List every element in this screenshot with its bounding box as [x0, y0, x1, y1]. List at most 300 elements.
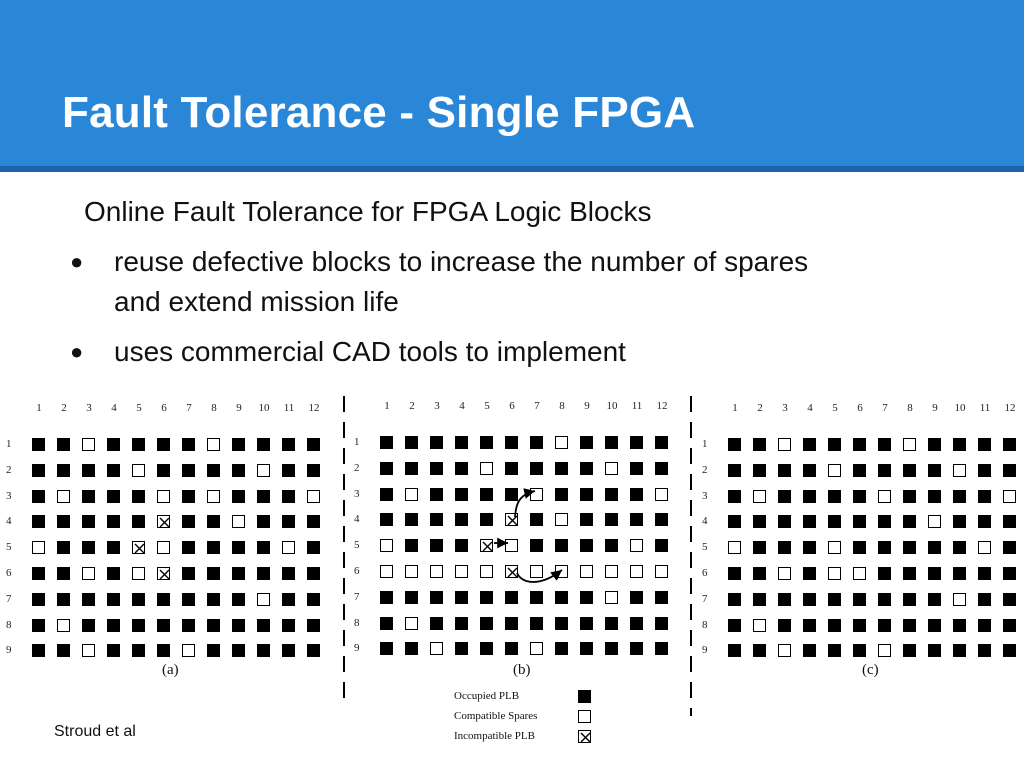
occupied-plb-cell: [828, 490, 841, 503]
occupied-plb-cell: [57, 541, 70, 554]
occupied-plb-cell: [307, 567, 320, 580]
occupied-plb-cell: [455, 539, 468, 552]
column-number: 7: [882, 402, 888, 414]
compatible-spare-cell: [32, 541, 45, 554]
compatible-spare-cell: [257, 593, 270, 606]
occupied-plb-cell: [257, 567, 270, 580]
column-number: 12: [308, 402, 320, 414]
column-number: 9: [236, 402, 242, 414]
compatible-spare-cell: [380, 539, 393, 552]
occupied-plb-cell: [953, 644, 966, 657]
compatible-spare-cell: [928, 515, 941, 528]
compatible-spare-cell: [828, 541, 841, 554]
compatible-spare-cell: [132, 567, 145, 580]
column-number: 7: [534, 400, 540, 412]
occupied-plb-cell: [555, 462, 568, 475]
occupied-plb-cell: [107, 464, 120, 477]
row-number: 9: [354, 642, 360, 655]
occupied-plb-cell: [953, 490, 966, 503]
row-number: 1: [6, 438, 12, 450]
compatible-spare-cell: [405, 617, 418, 630]
incompatible-plb-swatch-icon: [578, 730, 591, 743]
occupied-plb-cell: [430, 591, 443, 604]
legend-label-incompatible: Incompatible PLB: [454, 730, 535, 742]
occupied-plb-cell: [878, 515, 891, 528]
occupied-plb-cell: [32, 593, 45, 606]
column-number: 10: [954, 402, 966, 414]
occupied-plb-cell: [903, 619, 916, 632]
row-number: 2: [6, 463, 12, 476]
occupied-plb-cell: [803, 515, 816, 528]
occupied-plb-cell: [853, 541, 866, 554]
occupied-plb-cell: [728, 567, 741, 580]
row-number: 4: [6, 515, 12, 528]
occupied-plb-cell: [430, 617, 443, 630]
occupied-plb-cell: [605, 436, 618, 449]
compatible-spare-cell: [530, 642, 543, 655]
occupied-plb-cell: [107, 541, 120, 554]
caption-c: (c): [862, 662, 879, 678]
compatible-spare-cell: [57, 490, 70, 503]
compatible-spare-cell: [753, 490, 766, 503]
occupied-plb-cell: [505, 462, 518, 475]
occupied-plb-cell: [405, 462, 418, 475]
occupied-plb-cell: [307, 541, 320, 554]
row-number: 1: [354, 436, 360, 448]
incompatible-plb-cell: [505, 513, 518, 526]
compatible-spare-swatch-icon: [578, 710, 591, 723]
occupied-plb-cell: [182, 438, 195, 451]
occupied-plb-cell: [853, 593, 866, 606]
compatible-spare-cell: [82, 644, 95, 657]
occupied-plb-cell: [57, 644, 70, 657]
occupied-plb-cell: [853, 644, 866, 657]
occupied-plb-cell: [107, 567, 120, 580]
occupied-plb-cell: [1003, 593, 1016, 606]
compatible-spare-cell: [1003, 490, 1016, 503]
occupied-plb-cell: [978, 515, 991, 528]
compatible-spare-cell: [953, 593, 966, 606]
occupied-plb-cell: [828, 438, 841, 451]
occupied-plb-cell: [555, 617, 568, 630]
occupied-plb-cell: [505, 617, 518, 630]
occupied-plb-cell: [380, 642, 393, 655]
occupied-plb-cell: [132, 490, 145, 503]
occupied-plb-cell: [878, 619, 891, 632]
occupied-plb-cell: [778, 515, 791, 528]
occupied-plb-cell: [32, 464, 45, 477]
plb-grid-b: [354, 400, 674, 670]
occupied-plb-cell: [928, 619, 941, 632]
occupied-plb-cell: [803, 490, 816, 503]
occupied-plb-cell: [803, 541, 816, 554]
occupied-plb-cell: [232, 619, 245, 632]
bullet-dot-icon: ●: [70, 249, 84, 274]
compatible-spare-cell: [655, 488, 668, 501]
occupied-plb-cell: [380, 591, 393, 604]
occupied-plb-cell: [480, 617, 493, 630]
compatible-spare-cell: [828, 567, 841, 580]
column-number: 11: [283, 402, 295, 414]
occupied-plb-cell: [803, 438, 816, 451]
occupied-plb-cell: [157, 619, 170, 632]
row-number: 8: [6, 618, 12, 631]
occupied-plb-cell: [32, 644, 45, 657]
compatible-spare-cell: [157, 490, 170, 503]
occupied-plb-cell: [1003, 464, 1016, 477]
occupied-plb-cell: [380, 513, 393, 526]
occupied-plb-cell: [207, 464, 220, 477]
occupied-plb-cell: [728, 593, 741, 606]
occupied-plb-swatch-icon: [578, 690, 591, 703]
compatible-spare-cell: [978, 541, 991, 554]
compatible-spare-cell: [405, 488, 418, 501]
occupied-plb-cell: [728, 490, 741, 503]
occupied-plb-cell: [655, 539, 668, 552]
occupied-plb-cell: [728, 515, 741, 528]
occupied-plb-cell: [257, 541, 270, 554]
occupied-plb-cell: [455, 513, 468, 526]
row-number: 9: [6, 644, 12, 657]
incompatible-plb-cell: [157, 515, 170, 528]
occupied-plb-cell: [182, 619, 195, 632]
occupied-plb-cell: [157, 438, 170, 451]
occupied-plb-cell: [953, 515, 966, 528]
occupied-plb-cell: [405, 642, 418, 655]
occupied-plb-cell: [282, 490, 295, 503]
occupied-plb-cell: [182, 515, 195, 528]
column-number: 5: [832, 402, 838, 414]
compatible-spare-cell: [630, 539, 643, 552]
compatible-spare-cell: [753, 619, 766, 632]
occupied-plb-cell: [257, 619, 270, 632]
column-number: 2: [757, 402, 763, 414]
bullet-dot-icon: ●: [70, 339, 84, 364]
column-number: 8: [907, 402, 913, 414]
occupied-plb-cell: [232, 593, 245, 606]
occupied-plb-cell: [57, 438, 70, 451]
occupied-plb-cell: [107, 644, 120, 657]
row-number: 4: [702, 515, 708, 528]
compatible-spare-cell: [455, 565, 468, 578]
occupied-plb-cell: [630, 617, 643, 630]
occupied-plb-cell: [405, 539, 418, 552]
occupied-plb-cell: [307, 593, 320, 606]
compatible-spare-cell: [778, 567, 791, 580]
incompatible-plb-cell: [480, 539, 493, 552]
occupied-plb-cell: [82, 464, 95, 477]
occupied-plb-cell: [405, 436, 418, 449]
occupied-plb-cell: [82, 593, 95, 606]
occupied-plb-cell: [828, 644, 841, 657]
occupied-plb-cell: [903, 593, 916, 606]
compatible-spare-cell: [903, 438, 916, 451]
occupied-plb-cell: [82, 490, 95, 503]
occupied-plb-cell: [728, 438, 741, 451]
occupied-plb-cell: [630, 488, 643, 501]
occupied-plb-cell: [530, 462, 543, 475]
occupied-plb-cell: [82, 619, 95, 632]
occupied-plb-cell: [182, 490, 195, 503]
occupied-plb-cell: [57, 567, 70, 580]
occupied-plb-cell: [728, 644, 741, 657]
occupied-plb-cell: [978, 593, 991, 606]
occupied-plb-cell: [853, 464, 866, 477]
occupied-plb-cell: [778, 464, 791, 477]
occupied-plb-cell: [232, 464, 245, 477]
occupied-plb-cell: [928, 438, 941, 451]
divider-left: [343, 396, 345, 706]
compatible-spare-cell: [82, 438, 95, 451]
occupied-plb-cell: [480, 436, 493, 449]
incompatible-plb-cell: [132, 541, 145, 554]
occupied-plb-cell: [32, 619, 45, 632]
occupied-plb-cell: [630, 591, 643, 604]
compatible-spare-cell: [630, 565, 643, 578]
occupied-plb-cell: [380, 617, 393, 630]
occupied-plb-cell: [630, 642, 643, 655]
column-number: 8: [559, 400, 565, 412]
occupied-plb-cell: [430, 436, 443, 449]
occupied-plb-cell: [455, 488, 468, 501]
occupied-plb-cell: [903, 644, 916, 657]
occupied-plb-cell: [132, 644, 145, 657]
occupied-plb-cell: [405, 513, 418, 526]
slide-title: Fault Tolerance - Single FPGA: [62, 88, 696, 137]
occupied-plb-cell: [455, 436, 468, 449]
occupied-plb-cell: [107, 490, 120, 503]
occupied-plb-cell: [580, 462, 593, 475]
occupied-plb-cell: [655, 513, 668, 526]
occupied-plb-cell: [903, 490, 916, 503]
occupied-plb-cell: [455, 642, 468, 655]
compatible-spare-cell: [232, 515, 245, 528]
occupied-plb-cell: [655, 436, 668, 449]
occupied-plb-cell: [307, 644, 320, 657]
occupied-plb-cell: [655, 462, 668, 475]
occupied-plb-cell: [480, 513, 493, 526]
source-citation: Stroud et al: [54, 723, 136, 740]
compatible-spare-cell: [580, 565, 593, 578]
occupied-plb-cell: [132, 515, 145, 528]
occupied-plb-cell: [430, 513, 443, 526]
occupied-plb-cell: [753, 438, 766, 451]
divider-right: [690, 396, 692, 716]
occupied-plb-cell: [953, 541, 966, 554]
compatible-spare-cell: [555, 436, 568, 449]
occupied-plb-cell: [207, 541, 220, 554]
compatible-spare-cell: [207, 438, 220, 451]
occupied-plb-cell: [307, 438, 320, 451]
legend-label-occupied: Occupied PLB: [454, 690, 520, 702]
column-number: 1: [732, 402, 738, 414]
occupied-plb-cell: [207, 619, 220, 632]
compatible-spare-cell: [307, 490, 320, 503]
occupied-plb-cell: [1003, 567, 1016, 580]
caption-b: (b): [513, 662, 531, 678]
compatible-spare-cell: [605, 565, 618, 578]
occupied-plb-cell: [580, 539, 593, 552]
occupied-plb-cell: [132, 438, 145, 451]
column-number: 4: [807, 402, 813, 414]
occupied-plb-cell: [555, 539, 568, 552]
row-number: 9: [702, 644, 708, 657]
compatible-spare-cell: [555, 565, 568, 578]
row-number: 3: [6, 489, 12, 502]
occupied-plb-cell: [232, 490, 245, 503]
occupied-plb-cell: [555, 591, 568, 604]
occupied-plb-cell: [803, 619, 816, 632]
occupied-plb-cell: [107, 438, 120, 451]
row-number: 3: [702, 489, 708, 502]
occupied-plb-cell: [753, 464, 766, 477]
occupied-plb-cell: [978, 644, 991, 657]
occupied-plb-cell: [728, 619, 741, 632]
occupied-plb-cell: [405, 591, 418, 604]
occupied-plb-cell: [182, 593, 195, 606]
occupied-plb-cell: [978, 619, 991, 632]
compatible-spare-cell: [257, 464, 270, 477]
occupied-plb-cell: [182, 464, 195, 477]
occupied-plb-cell: [32, 515, 45, 528]
compatible-spare-cell: [778, 644, 791, 657]
occupied-plb-cell: [82, 541, 95, 554]
compatible-spare-cell: [480, 462, 493, 475]
occupied-plb-cell: [753, 541, 766, 554]
occupied-plb-cell: [978, 438, 991, 451]
occupied-plb-cell: [1003, 644, 1016, 657]
occupied-plb-cell: [580, 591, 593, 604]
compatible-spare-cell: [282, 541, 295, 554]
occupied-plb-cell: [57, 593, 70, 606]
row-number: 2: [354, 461, 360, 474]
compatible-spare-cell: [828, 464, 841, 477]
column-number: 6: [161, 402, 167, 414]
occupied-plb-cell: [107, 593, 120, 606]
occupied-plb-cell: [257, 438, 270, 451]
row-number: 5: [354, 539, 360, 552]
occupied-plb-cell: [878, 464, 891, 477]
column-number: 3: [434, 400, 440, 412]
title-bar: [0, 0, 1024, 166]
column-number: 6: [857, 402, 863, 414]
compatible-spare-cell: [953, 464, 966, 477]
occupied-plb-cell: [753, 567, 766, 580]
column-number: 10: [258, 402, 270, 414]
occupied-plb-cell: [605, 642, 618, 655]
occupied-plb-cell: [903, 567, 916, 580]
plb-grid-a: [6, 402, 330, 672]
occupied-plb-cell: [430, 462, 443, 475]
occupied-plb-cell: [82, 515, 95, 528]
column-number: 6: [509, 400, 515, 412]
row-number: 6: [702, 567, 708, 579]
occupied-plb-cell: [530, 513, 543, 526]
occupied-plb-cell: [282, 515, 295, 528]
column-number: 4: [111, 402, 117, 414]
occupied-plb-cell: [655, 591, 668, 604]
column-number: 1: [36, 402, 42, 414]
occupied-plb-cell: [655, 617, 668, 630]
occupied-plb-cell: [903, 464, 916, 477]
occupied-plb-cell: [555, 642, 568, 655]
occupied-plb-cell: [455, 462, 468, 475]
occupied-plb-cell: [953, 567, 966, 580]
occupied-plb-cell: [878, 541, 891, 554]
occupied-plb-cell: [530, 617, 543, 630]
compatible-spare-cell: [505, 539, 518, 552]
column-number: 3: [86, 402, 92, 414]
row-number: 4: [354, 513, 360, 526]
column-number: 11: [979, 402, 991, 414]
occupied-plb-cell: [753, 593, 766, 606]
occupied-plb-cell: [555, 488, 568, 501]
occupied-plb-cell: [455, 591, 468, 604]
occupied-plb-cell: [207, 515, 220, 528]
occupied-plb-cell: [232, 567, 245, 580]
occupied-plb-cell: [778, 593, 791, 606]
row-number: 7: [6, 592, 12, 605]
row-number: 8: [354, 616, 360, 629]
column-number: 7: [186, 402, 192, 414]
compatible-spare-cell: [605, 462, 618, 475]
compatible-spare-cell: [778, 438, 791, 451]
occupied-plb-cell: [32, 490, 45, 503]
occupied-plb-cell: [282, 619, 295, 632]
occupied-plb-cell: [32, 567, 45, 580]
occupied-plb-cell: [753, 644, 766, 657]
occupied-plb-cell: [430, 488, 443, 501]
compatible-spare-cell: [878, 490, 891, 503]
occupied-plb-cell: [953, 619, 966, 632]
occupied-plb-cell: [380, 436, 393, 449]
occupied-plb-cell: [282, 593, 295, 606]
bullet-text-line1: uses commercial CAD tools to implement: [114, 336, 626, 367]
occupied-plb-cell: [282, 644, 295, 657]
title-bar-rule: [0, 166, 1024, 172]
occupied-plb-cell: [157, 644, 170, 657]
compatible-spare-cell: [480, 565, 493, 578]
occupied-plb-cell: [530, 539, 543, 552]
occupied-plb-cell: [878, 567, 891, 580]
occupied-plb-cell: [232, 541, 245, 554]
occupied-plb-cell: [903, 541, 916, 554]
row-number: 5: [6, 541, 12, 554]
column-number: 8: [211, 402, 217, 414]
row-number: 6: [354, 565, 360, 577]
compatible-spare-cell: [878, 644, 891, 657]
incompatible-plb-cell: [157, 567, 170, 580]
occupied-plb-cell: [132, 593, 145, 606]
column-number: 5: [136, 402, 142, 414]
occupied-plb-cell: [605, 513, 618, 526]
row-number: 7: [702, 592, 708, 605]
column-number: 11: [631, 400, 643, 412]
compatible-spare-cell: [380, 565, 393, 578]
occupied-plb-cell: [928, 567, 941, 580]
occupied-plb-cell: [430, 539, 443, 552]
column-number: 5: [484, 400, 490, 412]
occupied-plb-cell: [630, 436, 643, 449]
column-number: 9: [932, 402, 938, 414]
compatible-spare-cell: [182, 644, 195, 657]
occupied-plb-cell: [480, 591, 493, 604]
occupied-plb-cell: [928, 490, 941, 503]
occupied-plb-cell: [728, 464, 741, 477]
compatible-spare-cell: [605, 591, 618, 604]
occupied-plb-cell: [505, 591, 518, 604]
occupied-plb-cell: [480, 488, 493, 501]
